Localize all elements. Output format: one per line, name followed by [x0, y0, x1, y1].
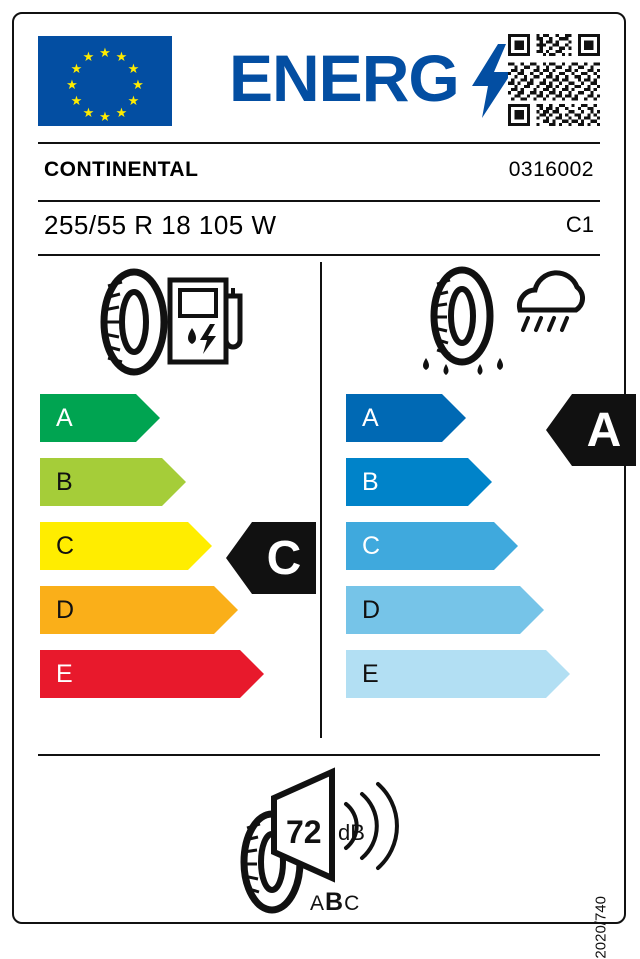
eu-flag-icon: ★ ★ ★ ★ ★ ★ ★ ★ ★ ★ ★ ★	[38, 36, 172, 126]
lightning-bolt-icon	[472, 44, 512, 118]
model-identifier: 0316002	[508, 158, 594, 181]
fuel-efficiency-result	[226, 522, 316, 594]
wet-grade-row	[346, 586, 546, 634]
wet-grip-result	[546, 394, 636, 466]
divider-specs	[38, 254, 600, 256]
tyre-energy-label	[12, 12, 626, 959]
noise-section	[214, 770, 444, 920]
date-code: 2020/740	[593, 896, 610, 959]
wet-grade-bar-b	[346, 458, 468, 506]
manufacturer-name: CONTINENTAL	[44, 158, 199, 181]
divider-noise	[38, 754, 600, 756]
wet-grip-scale	[346, 394, 546, 714]
tyre-fuel-pump-icon	[92, 266, 272, 378]
noise-class-c: C	[344, 892, 361, 915]
fuel-grade-bar-b	[40, 458, 162, 506]
fuel-grade-row	[40, 394, 240, 442]
fuel-grade-letter: C	[56, 531, 75, 560]
tyre-rain-cloud-icon	[404, 266, 594, 378]
noise-class-selected: B	[325, 888, 345, 916]
fuel-grade-letter: A	[56, 403, 73, 432]
divider-top	[38, 142, 600, 144]
noise-unit: dB	[338, 820, 365, 845]
wet-grade-letter: D	[362, 595, 381, 624]
fuel-grade-bar-d	[40, 586, 214, 634]
tyre-class: C1	[565, 212, 594, 237]
wet-result-letter: A	[572, 394, 636, 466]
fuel-grade-letter: B	[56, 467, 73, 496]
fuel-grade-bar-e	[40, 650, 240, 698]
fuel-grade-letter: E	[56, 659, 73, 688]
fuel-grade-bar-c	[40, 522, 188, 570]
wet-grade-bar-a	[346, 394, 442, 442]
fuel-grade-row	[40, 586, 240, 634]
wet-grade-row	[346, 458, 546, 506]
noise-class-a: A	[310, 892, 326, 915]
wet-grade-letter: E	[362, 659, 379, 688]
wet-grade-bar-c	[346, 522, 494, 570]
fuel-efficiency-scale	[40, 394, 240, 714]
fuel-result-arrow-tip	[226, 522, 252, 594]
fuel-result-letter: C	[252, 522, 316, 594]
wet-grade-letter: C	[362, 531, 381, 560]
noise-value: 72	[286, 814, 322, 850]
vertical-divider	[320, 262, 322, 738]
fuel-grade-letter: D	[56, 595, 75, 624]
wet-grade-row	[346, 522, 546, 570]
wet-grade-letter: A	[362, 403, 379, 432]
tyre-size: 255/55 R 18 105 W	[44, 210, 277, 240]
fuel-grade-row	[40, 522, 240, 570]
fuel-grade-row	[40, 650, 240, 698]
energy-wordmark: ENERG	[229, 41, 459, 115]
fuel-grade-row	[40, 458, 240, 506]
divider-brand	[38, 200, 600, 202]
wet-grade-bar-d	[346, 586, 520, 634]
fuel-grade-bar-a	[40, 394, 136, 442]
wet-grade-row	[346, 394, 546, 442]
wet-grade-bar-e	[346, 650, 546, 698]
label-header	[14, 14, 624, 126]
wet-grade-row	[346, 650, 546, 698]
noise-class-scale	[310, 888, 360, 917]
wet-grade-letter: B	[362, 467, 379, 496]
qr-code-icon	[508, 34, 600, 126]
wet-result-arrow-tip	[546, 394, 572, 466]
